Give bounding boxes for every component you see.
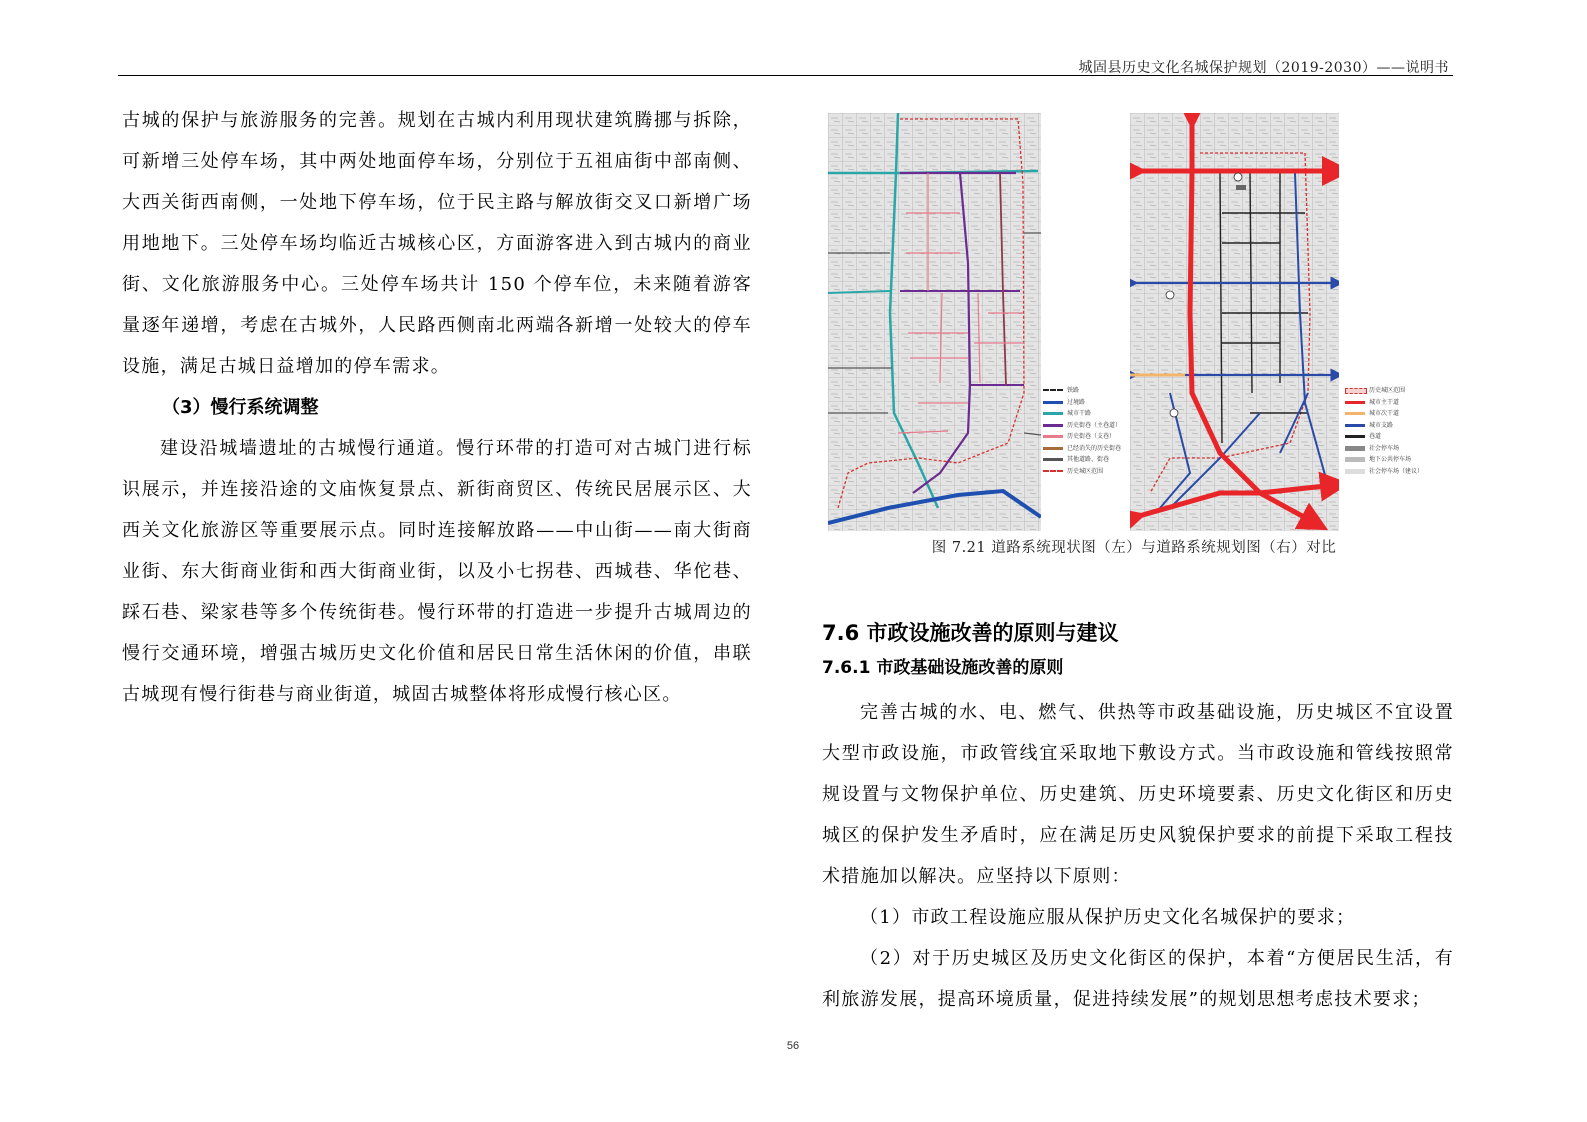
road-system-figure	[828, 113, 1440, 531]
legend-row	[1343, 420, 1440, 432]
principle-item-2: （2）对于历史城区及历史文化街区的保护，本着“方便居民生活，有利旅游发展，提高环境质量，促进持续发展”的规划思想考虑技术要求；	[822, 948, 1454, 1010]
legend-row	[1343, 397, 1440, 409]
legend-label: 历史城区范围	[1067, 467, 1104, 475]
figure-caption: 图 7.21 道路系统现状图（左）与道路系统规划图（右）对比	[931, 540, 1337, 556]
legend-label: 城市干路	[1067, 410, 1092, 417]
legend-row	[1041, 466, 1126, 478]
subheading-slow-traffic: （3）慢行系统调整	[162, 397, 319, 418]
legend-label: 铁路	[1067, 387, 1080, 394]
legend-row	[1041, 397, 1126, 409]
legend-swatch	[1043, 458, 1063, 461]
legend-swatch	[1345, 446, 1365, 451]
legend-row	[1343, 408, 1440, 420]
legend-row	[1041, 408, 1126, 420]
legend-label: 地下公共停车场	[1369, 456, 1412, 463]
current-road-map-graphic	[828, 113, 1041, 531]
legend-label: 历史城区范围	[1369, 387, 1406, 394]
legend-swatch	[1345, 401, 1365, 404]
legend-swatch	[1345, 469, 1365, 474]
legend-row	[1343, 454, 1440, 466]
legend-row	[1041, 443, 1126, 455]
legend-swatch	[1345, 457, 1365, 462]
legend-swatch	[1043, 447, 1063, 450]
header-rule	[118, 75, 1453, 76]
legend-row	[1041, 385, 1126, 397]
legend-label: 城市次干道	[1369, 410, 1400, 417]
left-paragraph-slow-traffic: 建设沿城墙遗址的古城慢行通道。慢行环带的打造可对古城门进行标识展示，并连接沿途的文庙恢复景点、新街商贸区、传统民居展示区、大西关文化旅游区等重要展示点。同时连接解放路——中山街——南大街商业街、东大街商业街和西大街商业街，以及小七拐巷、西城巷、华佗巷、踩石巷、梁家巷等多个传统街巷。慢行环带的打造进一步提升古城周边的慢行交通环境，增强古城历史文化价值和居民日常生活休闲的价值，串联古城现有慢行街巷与商业街道，城固古城整体将形成慢行核心区。	[122, 438, 752, 705]
legend-label: 巷道	[1369, 433, 1382, 440]
legend-label: 社会停车场（建议）	[1369, 467, 1424, 475]
legend-swatch	[1043, 389, 1063, 391]
legend-swatch	[1345, 435, 1365, 438]
legend-row	[1343, 466, 1440, 478]
legend-swatch	[1043, 470, 1063, 472]
section-title: 7.6 市政设施改善的原则与建议	[822, 621, 1119, 645]
legend-row	[1343, 443, 1440, 455]
legend-label: 其他道路、街巷	[1067, 456, 1110, 463]
right-paragraph-infrastructure: 完善古城的水、电、燃气、供热等市政基础设施，历史城区不宜设置大型市政设施，市政管线宜采取地下敷设方式。当市政设施和管线按照常规设置与文物保护单位、历史建筑、历史环境要素、历史文化街区和历史城区的保护发生矛盾时，应在满足历史风貌保护要求的前提下采取工程技术措施加以解决。应坚持以下原则：	[822, 702, 1454, 887]
right-column	[822, 618, 1454, 1020]
legend-label: 已经消失的历史街巷	[1067, 444, 1122, 452]
legend-swatch	[1043, 401, 1063, 404]
page-number: 56	[786, 1040, 800, 1052]
legend-label: 过境路	[1067, 398, 1086, 406]
left-column	[122, 100, 752, 715]
left-paragraph-parking: 古城的保护与旅游服务的完善。规划在古城内利用现状建筑腾挪与拆除，可新增三处停车场，其中两处地面停车场，分别位于五祖庙街中部南侧、大西关街西南侧，一处地下停车场，位于民主路与解放街交叉口新增广场用地地下。三处停车场均临近古城核心区，方面游客进入到古城内的商业街、文化旅游服务中心。三处停车场共计 150 个停车位，未来随着游客量逐年递增，考虑在古城外，人民路西侧南北两端各新增一处较大的停车设施，满足古城日益增加的停车需求。	[122, 110, 752, 377]
legend-swatch	[1345, 424, 1365, 427]
subsection-title: 7.6.1 市政基础设施改善的原则	[822, 658, 1064, 678]
legend-swatch	[1345, 412, 1365, 415]
legend-swatch	[1043, 435, 1063, 438]
legend-label: 城市主干道	[1369, 398, 1400, 406]
legend-row	[1343, 385, 1440, 397]
principle-item-1: （1）市政工程设施应服从保护历史文化名城保护的要求；	[860, 907, 1356, 928]
legend-label: 历史街巷（支巷）	[1067, 433, 1116, 440]
legend-row	[1041, 420, 1126, 432]
legend-swatch	[1345, 388, 1367, 394]
current-road-system-map	[828, 113, 1041, 531]
current-map-legend	[1041, 385, 1126, 477]
legend-row	[1041, 454, 1126, 466]
legend-label: 城市支路	[1369, 421, 1394, 429]
legend-label: 社会停车场	[1369, 444, 1400, 452]
document-header-title: 城固县历史文化名城保护规划（2019-2030）——说明书	[1078, 60, 1449, 76]
legend-row	[1041, 431, 1126, 443]
planned-map-legend	[1343, 385, 1440, 477]
planned-road-system-map	[1130, 113, 1339, 531]
legend-label: 历史街巷（主巷道）	[1067, 421, 1122, 429]
legend-swatch	[1043, 412, 1063, 415]
legend-swatch	[1043, 424, 1063, 427]
planned-road-map-graphic	[1130, 113, 1339, 531]
legend-row	[1343, 431, 1440, 443]
